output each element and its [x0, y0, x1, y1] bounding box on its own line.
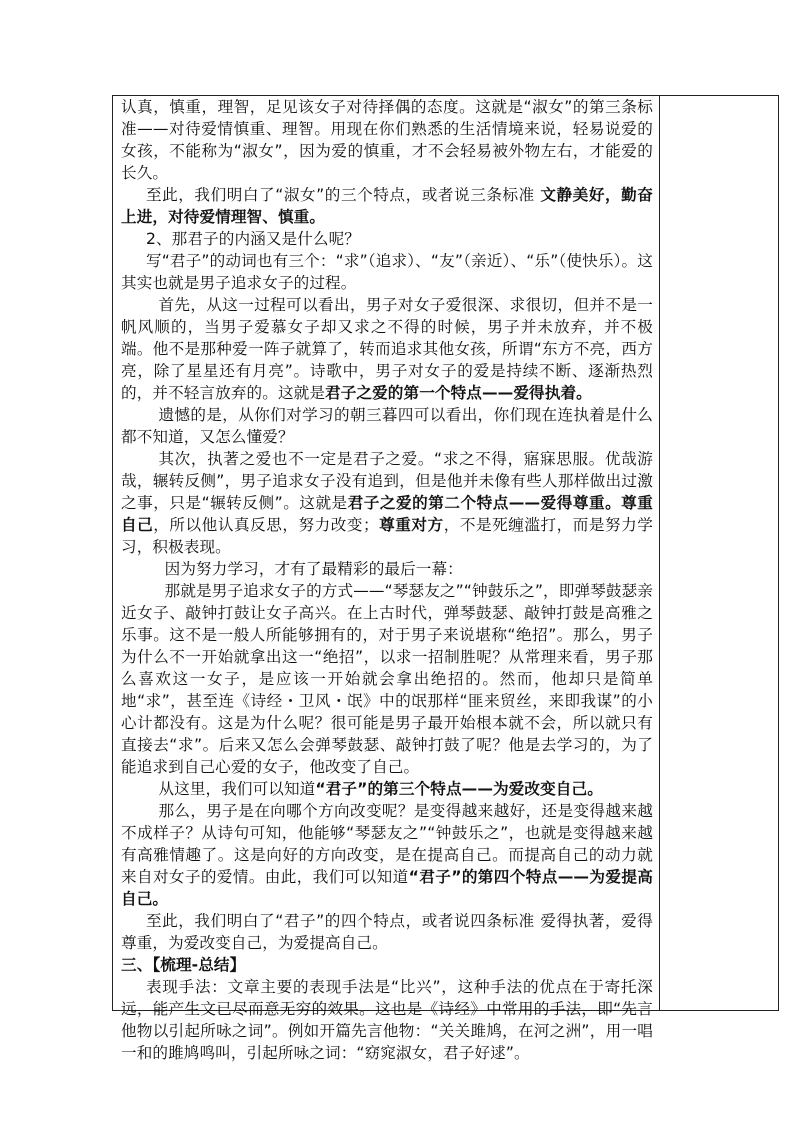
text-run: ，所以他认真反思，努力改变； — [153, 516, 379, 534]
paragraph — [121, 404, 653, 448]
paragraph — [121, 448, 653, 558]
bold-text: 君子之爱的第一个特点——爱得执着。 — [325, 384, 592, 402]
text-run: 首先，从这一过程可以看出，男子对女子爱很深、求很切，但并不是一帆风顺的，当男子爱慕女子却又求之不得的时候，男子并未放弃，并不极端。他不是那种爱一阵子就算了，转而追求其他女孩，所谓“东方不亮，西方亮，除了星星还有月亮”。诗歌中，男子对女子的爱是持续不断、逐渐热烈的，并不轻言放弃的。这就是 — [121, 296, 653, 402]
paragraph — [121, 184, 653, 228]
text-run: 写“君子”的动词也有三个：“求”（追求）、“友”（亲近）、“乐”（使快乐）。这其实也就是男子追求女子的过程。 — [121, 252, 653, 292]
paragraph — [121, 976, 653, 1064]
text-run: 表现手法：文章主要的表现手法是“比兴”，这种手法的优点在于寄托深远，能产生文已尽而意无穷的效果。这也是《诗经》中常用的手法，即“先言他物以引起所咏之词”。例如开篇先言他物：“关关雎鸠，在河之洲”，用一唱一和的雎鸠鸣叫，引起所咏之词：“窈窕淑女，君子好逑”。 — [121, 978, 653, 1062]
notes-column — [660, 96, 778, 1010]
paragraph — [121, 800, 653, 910]
paragraph — [121, 580, 653, 778]
paragraph — [121, 250, 653, 294]
text-run: 遗憾的是，从你们对学习的朝三暮四可以看出，你们现在连执着是什么都不知道，又怎么懂爱？ — [121, 406, 653, 446]
paragraph — [121, 954, 653, 976]
bold-text: 三、【梳理-总结】 — [121, 956, 246, 974]
content-column — [113, 96, 660, 1062]
bold-text: “君子”的第四个特点——为爱提高自己。 — [121, 868, 653, 908]
text-run: 那么，男子是在向哪个方向改变呢？是变得越来越好，还是变得越来越不成样子？从诗句可知，他能够“琴瑟友之”“钟鼓乐之”，也就是变得越来越有高雅情趣了。这是向好的方向改变，是在提高自己。而提高自己的动力就来自对女子的爱情。由此，我们可以知道 — [121, 802, 653, 886]
text-run: 2、那君子的内涵又是什么呢？ — [145, 230, 360, 248]
paragraph — [121, 558, 653, 580]
bold-text: 文静美好，勤奋上进，对待爱情理智、慎重。 — [121, 186, 653, 226]
body-text — [121, 96, 653, 1064]
text-run: 至此，我们明白了“君子”的四个特点，或者说四条标准 爱得执著，爱得尊重，为爱改变自己，为爱提高自己。 — [121, 912, 653, 952]
paragraph — [121, 228, 653, 250]
bold-text: “君子”的第三个特点——为爱改变自己。 — [315, 780, 603, 798]
text-run: 因为努力学习，才有了最精彩的最后一幕： — [164, 560, 463, 578]
text-run: 那就是男子追求女子的方式——“琴瑟友之”“钟鼓乐之”，即弹琴鼓瑟亲近女子、敲钟打鼓让女子高兴。在上古时代，弹琴鼓瑟、敲钟打鼓是高雅之乐事。这不是一般人所能够拥有的，对于男子来说堪称“绝招”。那么，男子为什么不一开始就拿出这一“绝招”，以求一招制胜呢？从常理来看，男子那么喜欢这一女子，是应该一开始就会拿出绝招的。然而，他却只是简单地“求”，甚至连《诗经・卫风・氓》中的氓那样“匪来贸丝，来即我谋”的小心计都没有。这是为什么呢？很可能是男子最开始根本就不会，所以就只有直接去“求”。后来又怎么会弹琴鼓瑟、敲钟打鼓了呢？他是去学习的，为了能追求到自己心爱的女子，他改变了自己。 — [121, 582, 653, 776]
text-run: 其次，执著之爱也不一定是君子之爱。“求之不得，寤寐思服。优哉游哉，辗转反侧”，男子追求女子没有追到，但是他并未像有些人那样做出过激之事，只是“辗转反侧”。这就是 — [121, 450, 653, 512]
paragraph — [121, 910, 653, 954]
lesson-table — [112, 95, 779, 1062]
text-run: 至此，我们明白了“淑女”的三个特点，或者说三条标准 — [145, 186, 541, 204]
text-run: 从这里，我们可以知道 — [158, 780, 316, 798]
paragraph — [121, 778, 653, 800]
text-run: ，不是死缠滥打，而是努力学习，积极表现。 — [121, 516, 654, 556]
bold-text: 君子之爱的第二个特点——爱得尊重。尊重自己 — [121, 494, 653, 534]
paragraph — [121, 96, 653, 184]
paragraph — [121, 294, 653, 404]
text-run: 认真，慎重，理智，足见该女子对待择偶的态度。这就是“淑女”的第三条标准——对待爱情慎重、理智。用现在你们熟悉的生活情境来说，轻易说爱的女孩，不能称为“淑女”，因为爱的慎重，才不会轻易被外物左右，才能爱的长久。 — [121, 98, 653, 182]
bold-text: 尊重对方 — [378, 516, 444, 534]
